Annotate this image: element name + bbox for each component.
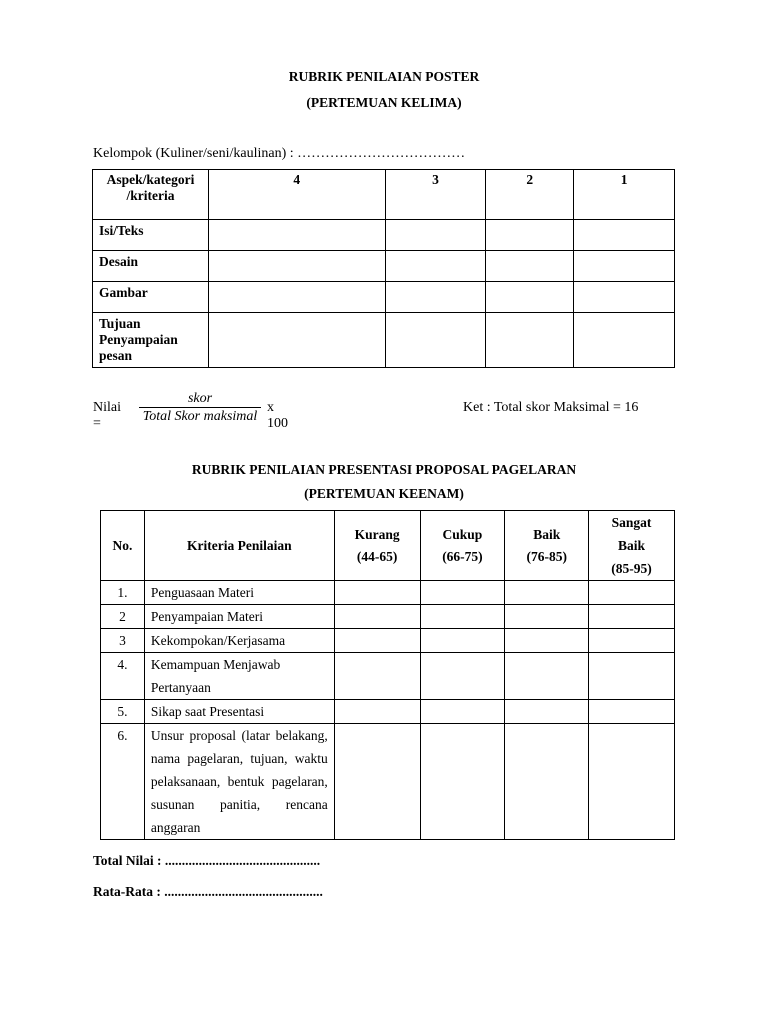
formula-rhs: x 100 <box>267 400 288 431</box>
score-cell[interactable] <box>385 220 486 251</box>
level-range: (76-85) <box>526 548 567 564</box>
table-row <box>101 581 675 605</box>
score-cell[interactable] <box>420 724 505 840</box>
score-cell[interactable] <box>420 629 505 653</box>
row-number: 3 <box>101 629 145 653</box>
row-number: 6. <box>101 724 145 840</box>
level-header-kurang <box>334 511 420 581</box>
kelompok-line: Kelompok (Kuliner/seni/kaulinan) : ……………………………… <box>93 146 466 161</box>
row-kriteria: Penguasaan Materi <box>144 581 334 605</box>
level-range: (44-65) <box>356 548 398 564</box>
score-cell[interactable] <box>334 581 420 605</box>
table-row <box>93 220 675 251</box>
presentation-rubric-table <box>100 510 675 840</box>
score-cell[interactable] <box>385 313 486 368</box>
score-cell[interactable] <box>505 605 589 629</box>
criteria-cell: Isi/Teks <box>93 220 209 251</box>
level-range: (66-75) <box>442 548 483 564</box>
formula-fraction <box>137 390 263 425</box>
score-cell[interactable] <box>505 581 589 605</box>
score-cell[interactable] <box>208 251 385 282</box>
score-cell[interactable] <box>420 605 505 629</box>
total-nilai-line: Total Nilai : .............................................. <box>93 853 321 868</box>
presentation-rubric-subtitle: (PERTEMUAN KEENAM) <box>304 486 464 501</box>
table-row <box>101 724 675 840</box>
table-row <box>93 282 675 313</box>
score-cell[interactable] <box>334 700 420 724</box>
score-header-3: 3 <box>385 170 486 220</box>
level-label: Sangat Baik <box>611 515 652 553</box>
score-cell[interactable] <box>208 282 385 313</box>
row-kriteria: Sikap saat Presentasi <box>144 700 334 724</box>
score-cell[interactable] <box>505 700 589 724</box>
score-cell[interactable] <box>505 629 589 653</box>
presentation-table-header-row <box>101 511 675 581</box>
score-cell[interactable] <box>589 629 675 653</box>
score-cell[interactable] <box>334 605 420 629</box>
formula-numerator: skor <box>187 391 213 406</box>
score-cell[interactable] <box>420 653 505 700</box>
aspek-header-line2: /kriteria <box>126 188 175 203</box>
score-cell[interactable] <box>574 313 675 368</box>
row-kriteria: Kekompokan/Kerjasama <box>144 629 334 653</box>
level-header-sangat-baik <box>589 511 675 581</box>
poster-table-header-row <box>93 170 675 220</box>
poster-rubric-subtitle: (PERTEMUAN KELIMA) <box>306 95 462 110</box>
score-cell[interactable] <box>574 282 675 313</box>
formula-denominator: Total Skor maksimal <box>142 409 258 424</box>
level-label: Cukup <box>442 526 483 542</box>
level-range: (85-95) <box>611 561 652 576</box>
score-cell[interactable] <box>486 220 574 251</box>
score-cell[interactable] <box>505 653 589 700</box>
presentation-rubric-title: RUBRIK PENILAIAN PRESENTASI PROPOSAL PAGELARAN <box>191 462 577 477</box>
aspek-header-line1: Aspek/kategori <box>106 172 195 187</box>
criteria-cell: Gambar <box>93 282 209 313</box>
kriteria-header: Kriteria Penilaian <box>144 511 334 581</box>
table-row <box>101 653 675 700</box>
ket-note: Ket : Total skor Maksimal = 16 <box>463 400 639 415</box>
score-cell[interactable] <box>334 724 420 840</box>
no-header: No. <box>101 511 145 581</box>
score-cell[interactable] <box>420 700 505 724</box>
row-number: 5. <box>101 700 145 724</box>
level-label: Baik <box>533 526 561 542</box>
score-cell[interactable] <box>486 282 574 313</box>
score-cell[interactable] <box>486 313 574 368</box>
level-header-cukup <box>420 511 505 581</box>
score-cell[interactable] <box>589 700 675 724</box>
criteria-cell: Desain <box>93 251 209 282</box>
row-kriteria: Penyampaian Materi <box>144 605 334 629</box>
score-header-1: 1 <box>574 170 675 220</box>
score-cell[interactable] <box>420 581 505 605</box>
criteria-cell: Tujuan Penyampaian pesan <box>93 313 209 368</box>
score-cell[interactable] <box>334 629 420 653</box>
score-cell[interactable] <box>589 605 675 629</box>
row-number: 2 <box>101 605 145 629</box>
rata-rata-line: Rata-Rata : ............................................... <box>93 884 323 899</box>
table-row <box>101 700 675 724</box>
table-row <box>93 251 675 282</box>
poster-rubric-table <box>92 169 675 368</box>
row-kriteria: Unsur proposal (latar belakang, nama pagelaran, tujuan, waktu pelaksanaan, bentuk pagelaran, susunan panitia, rencana anggaran <box>144 724 334 840</box>
score-cell[interactable] <box>385 251 486 282</box>
score-cell[interactable] <box>589 581 675 605</box>
table-row <box>101 629 675 653</box>
score-cell[interactable] <box>505 724 589 840</box>
level-label: Kurang <box>354 526 400 542</box>
score-cell[interactable] <box>385 282 486 313</box>
score-cell[interactable] <box>574 251 675 282</box>
score-cell[interactable] <box>589 653 675 700</box>
score-cell[interactable] <box>208 220 385 251</box>
score-header-4: 4 <box>208 170 385 220</box>
formula-lhs: Nilai = <box>93 400 121 431</box>
score-cell[interactable] <box>589 724 675 840</box>
aspek-header <box>93 170 209 220</box>
score-cell[interactable] <box>334 653 420 700</box>
table-row <box>101 605 675 629</box>
score-cell[interactable] <box>208 313 385 368</box>
row-number: 1. <box>101 581 145 605</box>
row-number: 4. <box>101 653 145 700</box>
table-row <box>93 313 675 368</box>
score-cell[interactable] <box>486 251 574 282</box>
row-kriteria: Kemampuan Menjawab Pertanyaan <box>144 653 334 700</box>
poster-rubric-title: RUBRIK PENILAIAN POSTER <box>288 69 480 84</box>
score-cell[interactable] <box>574 220 675 251</box>
level-header-baik <box>505 511 589 581</box>
score-header-2: 2 <box>486 170 574 220</box>
